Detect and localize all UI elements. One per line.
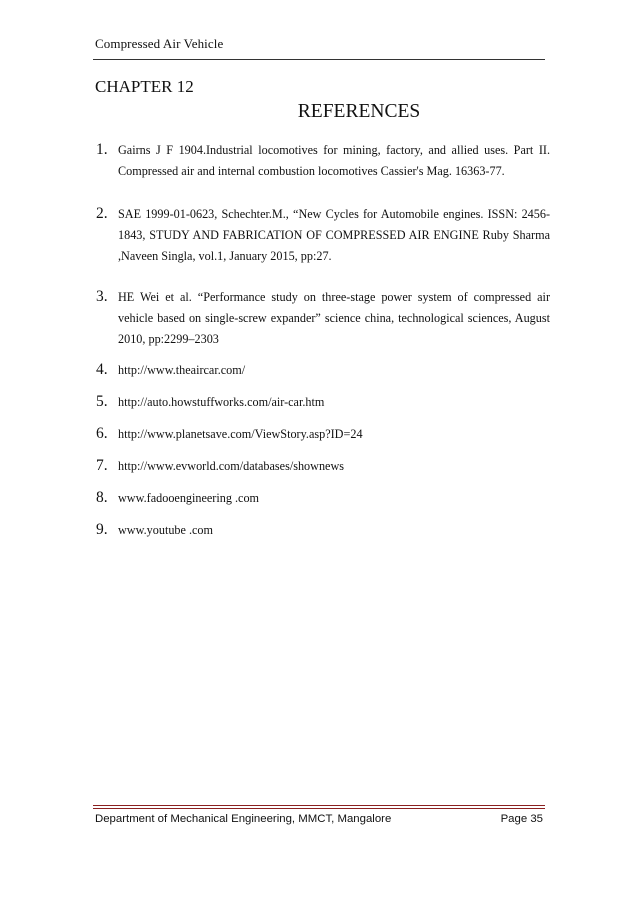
reference-link[interactable]: http://auto.howstuffworks.com/air-car.htm [118, 395, 325, 409]
reference-item [96, 360, 550, 381]
reference-link[interactable]: http://www.theaircar.com/ [118, 363, 246, 377]
footer-divider-secondary [93, 808, 545, 809]
reference-item [96, 140, 550, 182]
chapter-heading: CHAPTER 12 [95, 77, 194, 96]
reference-item [96, 287, 550, 350]
reference-text: Gairns J F 1904.Industrial locomotives for mining, factory, and allied uses. Part II. Compressed air and internal combustion locomotives Cassier's Mag. 16363-77. [118, 143, 550, 178]
reference-link[interactable]: www.youtube .com [118, 523, 213, 537]
reference-item [96, 488, 550, 509]
running-header: Compressed Air Vehicle [95, 36, 224, 51]
reference-item [96, 520, 550, 541]
reference-number: 1. [96, 141, 108, 158]
reference-number: 4. [96, 361, 108, 378]
reference-number: 8. [96, 489, 108, 506]
footer-department: Department of Mechanical Engineering, MMCT, Mangalore [95, 813, 392, 825]
reference-link[interactable]: http://www.planetsave.com/ViewStory.asp?ID=24 [118, 427, 363, 441]
footer-divider [93, 805, 545, 806]
reference-link[interactable]: www.fadooengineering .com [118, 491, 260, 505]
reference-number: 7. [96, 457, 108, 474]
reference-item [96, 204, 550, 267]
reference-number: 3. [96, 288, 108, 305]
reference-item [96, 392, 550, 413]
section-title: REFERENCES [297, 101, 421, 122]
reference-text: SAE 1999-01-0623, Schechter.M., “New Cycles for Automobile engines. ISSN: 2456-1843, STUDY AND FABRICATION OF COMPRESSED AIR ENGINE Ruby Sharma ,Naveen Singla, vol.1, January 2015, pp:27. [118, 207, 550, 263]
reference-number: 6. [96, 425, 108, 442]
reference-item [96, 424, 550, 445]
reference-number: 5. [96, 393, 108, 410]
page-number: Page 35 [500, 813, 543, 825]
reference-number: 9. [96, 521, 108, 538]
header-divider [93, 59, 545, 60]
reference-link[interactable]: http://www.evworld.com/databases/shownews [118, 459, 344, 473]
reference-list [96, 140, 550, 541]
reference-number: 2. [96, 205, 108, 222]
reference-text: HE Wei et al. “Performance study on three-stage power system of compressed air vehicle based on single-screw expander” science china, technological sciences, August 2010, pp:2299–2303 [118, 290, 550, 346]
reference-item [96, 456, 550, 477]
